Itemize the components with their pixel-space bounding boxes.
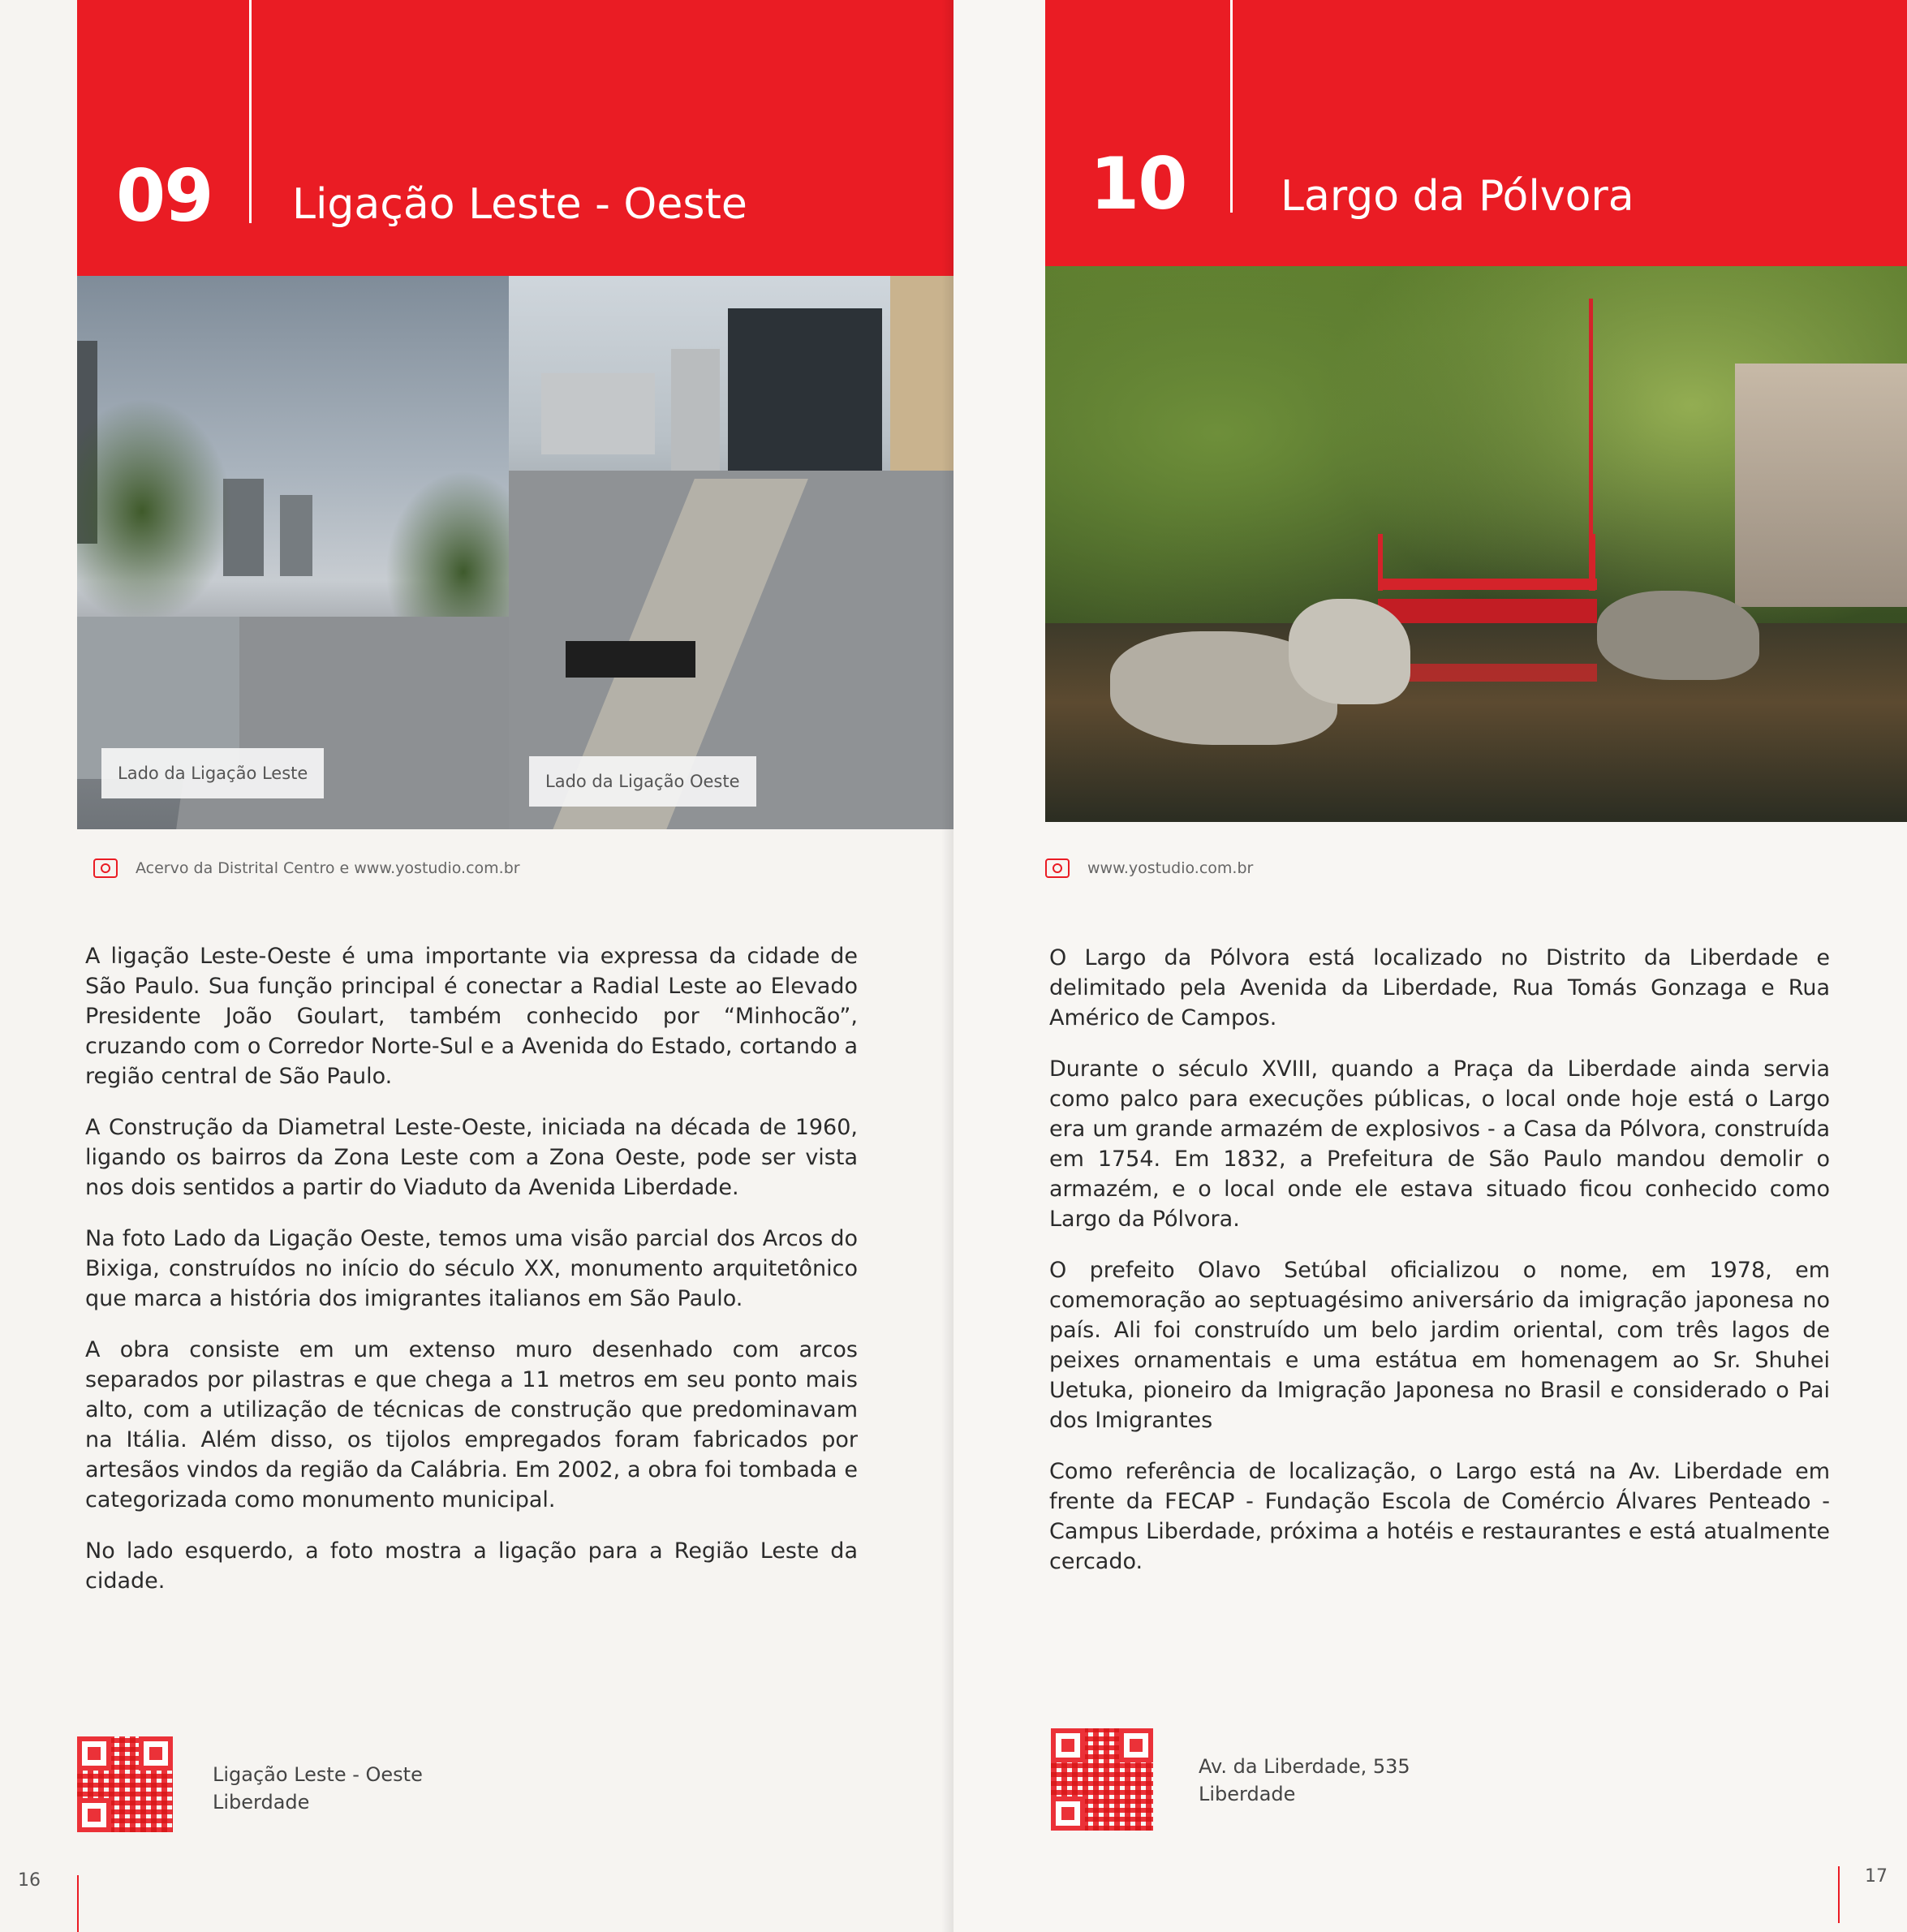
- photo-largo-da-polvora: [1045, 266, 1907, 822]
- paragraph: O prefeito Olavo Setúbal oficializou o nome, em 1978, em comemoração ao septuagésimo aniversário da imigração japonesa no país. Ali foi construído um belo jardim oriental, com três lagos de peixes ornamentais e uma estátua em homenagem ao Sr. Shuhei Uetuka, pioneiro da Imigração Japonesa no Brasil e considerado o Pai dos Imigrantes: [1049, 1258, 1830, 1433]
- paragraph: Como referência de localização, o Largo está na Av. Liberdade em frente da FECAP - Fundação Escola de Comércio Álvares Penteado - Campus Liberdade, próxima a hotéis e restaurantes e está atualmente cercado.: [1049, 1459, 1830, 1574]
- qr-code-icon[interactable]: [77, 1736, 173, 1832]
- photo-caption-leste: Lado da Ligação Leste: [101, 748, 324, 798]
- paragraph: No lado esquerdo, a foto mostra a ligação para a Região Leste da cidade.: [85, 1538, 858, 1594]
- photo-credit-text: www.yostudio.com.br: [1087, 859, 1254, 877]
- address: [213, 1761, 423, 1816]
- header-divider: [1230, 0, 1233, 213]
- body-text: [85, 941, 858, 1617]
- paragraph: A obra consiste em um extenso muro desenhado com arcos separados por pilastras e que chega a 11 metros em seu ponto mais alto, com a utilização de técnicas de construção que predominavam na Itália. Além disso, os tijolos empregados foram fabricados por artesãos vindos da região da Calábria. Em 2002, a obra foi tombada e categorizada como monumento municipal.: [85, 1337, 858, 1512]
- camera-icon: [93, 858, 118, 878]
- section-title: Ligação Leste - Oeste: [292, 180, 747, 229]
- page-marker-line: [77, 1875, 79, 1932]
- header-divider: [249, 0, 252, 223]
- photo-credit: [93, 858, 520, 878]
- paragraph: A Construção da Diametral Leste-Oeste, iniciada na década de 1960, ligando os bairros da Zona Leste com a Zona Oeste, pode ser vista nos dois sentidos a partir do Viaduto da Avenida Liberdade.: [85, 1115, 858, 1200]
- section-title: Largo da Pólvora: [1281, 172, 1634, 221]
- address-line: Liberdade: [1199, 1783, 1296, 1805]
- section-header-09: [77, 0, 954, 276]
- photo-ligacao-leste: [77, 276, 509, 829]
- paragraph: Na foto Lado da Ligação Oeste, temos uma visão parcial dos Arcos do Bixiga, construídos no início do século XX, monumento arquitetônico que marca a história dos imigrantes italianos em São Paulo.: [85, 1226, 858, 1311]
- address: [1199, 1753, 1410, 1808]
- paragraph: Durante o século XVIII, quando a Praça da Liberdade ainda servia como palco para execuções públicas, o local onde hoje está o Largo era um grande armazém de explosivos - a Casa da Pólvora, construída em 1754. Em 1832, a Prefeitura de São Paulo mandou demolir o armazém, e o local onde ele estava situado ficou conhecido como Largo da Pólvora.: [1049, 1056, 1830, 1232]
- camera-icon: [1045, 858, 1070, 878]
- section-number: 10: [1090, 142, 1186, 226]
- page-number: 16: [18, 1870, 41, 1891]
- paragraph: A ligação Leste-Oeste é uma importante via expressa da cidade de São Paulo. Sua função principal é conectar a Radial Leste ao Elevado Presidente João Goulart, também conhecido por “Minhocão”, cruzando com o Corredor Norte-Sul e a Avenida do Estado, cortando a região central de São Paulo.: [85, 944, 858, 1089]
- address-line: Av. da Liberdade, 535: [1199, 1755, 1410, 1778]
- page-number: 17: [1865, 1866, 1888, 1887]
- photo-credit-text: Acervo da Distrital Centro e www.yostudio.com.br: [136, 859, 520, 877]
- body-text: [1049, 943, 1830, 1598]
- right-page: [954, 0, 1907, 1932]
- section-header-10: [1045, 0, 1907, 266]
- address-line: Liberdade: [213, 1791, 310, 1814]
- section-number: 09: [116, 154, 213, 238]
- paragraph: O Largo da Pólvora está localizado no Distrito da Liberdade e delimitado pela Avenida da Liberdade, Rua Tomás Gonzaga e Rua Américo de Campos.: [1049, 945, 1830, 1031]
- photo-caption-oeste: Lado da Ligação Oeste: [529, 756, 756, 807]
- qr-code-icon[interactable]: [1051, 1728, 1153, 1831]
- page-marker-line: [1838, 1866, 1840, 1923]
- photo-credit: [1045, 858, 1253, 878]
- address-line: Ligação Leste - Oeste: [213, 1763, 423, 1786]
- photo-ligacao-oeste: [509, 276, 954, 829]
